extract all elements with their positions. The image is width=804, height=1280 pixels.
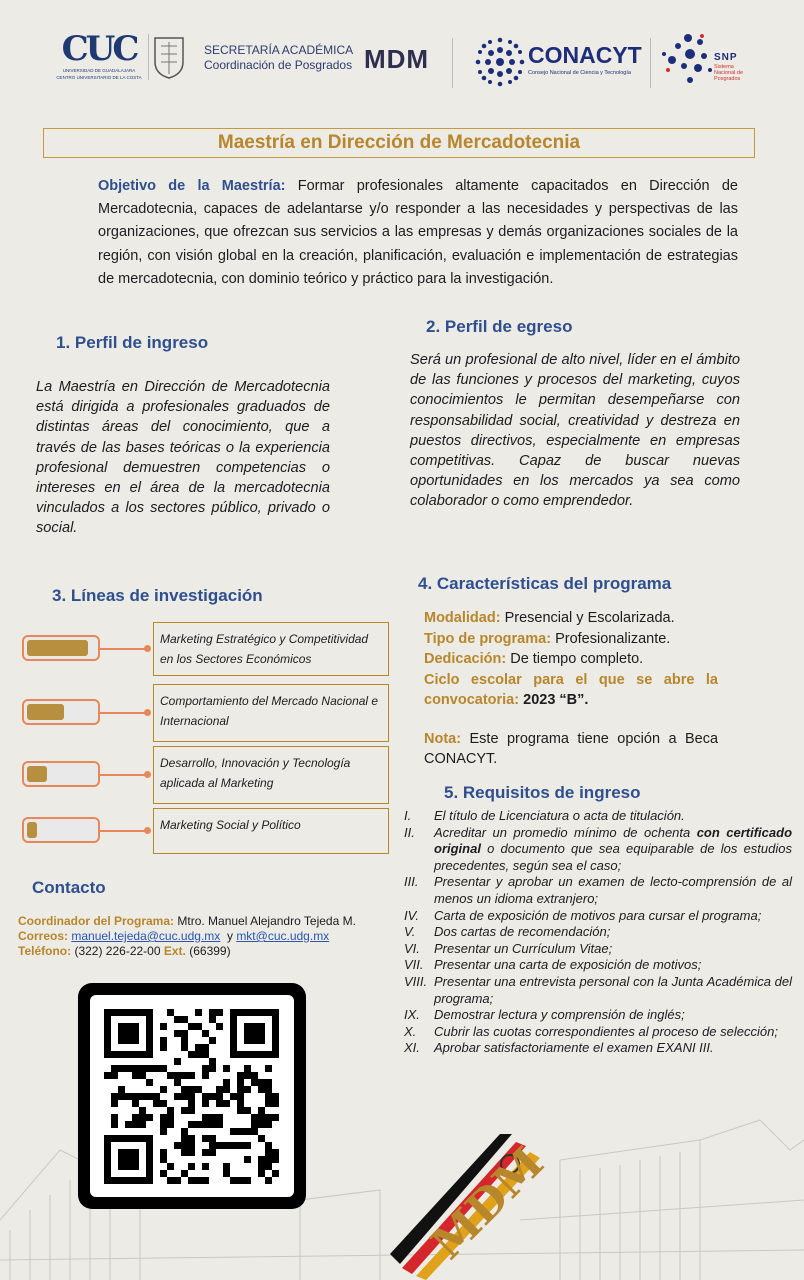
- conacyt-name: CONACYT: [528, 42, 642, 68]
- nota-label: Nota:: [424, 730, 462, 747]
- linea-connector-dot: [144, 771, 151, 778]
- lineas-heading: 3. Líneas de investigación: [52, 586, 263, 605]
- requisito-number: IX.: [404, 1007, 420, 1023]
- requisito-text: Presentar una carta de exposición de motivos;: [434, 957, 702, 973]
- mdm-program-logo: [390, 1134, 554, 1280]
- linea-connector-dot: [144, 827, 151, 834]
- tipo-row: [424, 629, 718, 650]
- linea-connector: [100, 648, 148, 650]
- mdm-logo-text: MDM: [421, 1137, 554, 1270]
- conacyt-subtitle: Consejo Nacional de Ciencia y Tecnología: [528, 70, 631, 76]
- linea-level-fill: [27, 766, 47, 782]
- objective-paragraph: [98, 175, 738, 291]
- snp-subtitle: [714, 64, 743, 82]
- objective-text: Formar profesionales altamente capacitados en Dirección de Mercadotecnia, capaces de adelantarse y/o responder a las necesidades y perspectivas de las organizaciones, que ofrezcan sus servicios a las empresas y demás organizaciones sociales de la región, con visión global en la creación, planificación, evaluación e implementación de estrategias de mercadotecnia, con dominio teórico y práctico para la investigación.: [98, 178, 739, 287]
- linea-connector-dot: [144, 645, 151, 652]
- linea-item: Marketing Estratégico y Competitividad en los Sectores Económicos: [153, 622, 389, 676]
- requisito-item: [404, 941, 792, 958]
- requisito-number: X.: [404, 1023, 417, 1039]
- requisito-text-part: o documento que sea equiparable de los estudios precedentes, según sea el caso;: [434, 841, 792, 873]
- caracteristicas-heading: 4. Características del programa: [418, 574, 672, 593]
- ext-label: Ext.: [163, 944, 186, 958]
- nota-value: Este programa tiene opción a Beca CONACYT.: [424, 730, 719, 767]
- requisito-text: Presentar un Currículum Vitae;: [434, 940, 613, 956]
- qr-code-area: [90, 995, 294, 1197]
- perfil-egreso-heading: 2. Perfil de egreso: [426, 317, 573, 336]
- ciclo-label: Ciclo escolar para el que se abre la convocatoria:: [424, 671, 718, 708]
- perfil-ingreso-text: La Maestría en Dirección de Mercadotecnia está dirigida a profesionales graduados de distintas áreas del conocimiento, que a través de las bases teóricas o la experiencia profesional demuestren competencias o intereses en el área de la mercadotecnia vinculados a los sectores público, privado o social.: [36, 379, 330, 537]
- header-divider: [148, 34, 149, 80]
- requisito-number: III.: [404, 874, 419, 890]
- requisito-text: Dos cartas de recomendación;: [434, 924, 611, 940]
- caracteristicas-block: [424, 608, 718, 770]
- requisito-number: IV.: [404, 907, 419, 923]
- linea-item: Comportamiento del Mercado Nacional e Internacional: [153, 684, 389, 742]
- modalidad-value: Presencial y Escolarizada.: [504, 610, 675, 626]
- perfil-ingreso-heading: 1. Perfil de ingreso: [56, 333, 209, 352]
- snp-sub-line: Sistema: [714, 64, 734, 70]
- tipo-value: Profesionalizante.: [555, 630, 671, 647]
- ciclo-row: [424, 670, 718, 711]
- requisito-number: VII.: [404, 957, 424, 973]
- requisito-number: I.: [404, 808, 412, 823]
- emails-row: [18, 929, 356, 944]
- requisitos-list: [404, 808, 792, 1057]
- mdm-header-logo: MDM: [364, 44, 430, 74]
- objective-label: Objetivo de la Maestría:: [98, 178, 286, 194]
- requisito-text: El título de Licenciatura o acta de titulación.: [434, 808, 685, 823]
- coordinator-name: Mtro. Manuel Alejandro Tejeda M.: [177, 914, 356, 928]
- requisito-text: [434, 825, 792, 875]
- requisito-text: Presentar y aprobar un examen de lecto-comprensión de al menos un idioma extranjero;: [434, 874, 792, 906]
- page-title: Maestría en Dirección de Mercadotecnia: [43, 128, 755, 158]
- coordinacion-line: Coordinación de Posgrados: [204, 58, 353, 72]
- tipo-label: Tipo de programa:: [424, 630, 552, 647]
- requisito-item: [404, 957, 792, 974]
- perfil-egreso-text: Será un profesional de alto nivel, líder en el ámbito de las funciones y procesos del marketing, cuyos conocimientos le permitan desempeñarse con responsabilidad social, creatividad y destreza en puestos directivos, especialmente en empresas competitivas. Capaz de buscar nuevas oportunidades en los mercados ya sea como colaborador o como emprendedor.: [410, 352, 740, 510]
- requisito-item: [404, 908, 792, 925]
- linea-level-bar: [22, 699, 100, 725]
- requisito-item: [404, 1024, 792, 1041]
- requisito-text: Cubrir las cuotas correspondientes al proceso de selección;: [434, 1023, 778, 1039]
- linea-level-fill: [27, 704, 64, 720]
- requisitos-heading: 5. Requisitos de ingreso: [444, 783, 641, 802]
- modalidad-row: [424, 608, 718, 629]
- requisito-item: [404, 825, 792, 875]
- secretaria-academica-label: [204, 43, 353, 73]
- dedicacion-row: [424, 649, 718, 670]
- requisito-item: [404, 808, 792, 825]
- dedicacion-label: Dedicación:: [424, 651, 507, 667]
- conacyt-dots-icon: [474, 36, 526, 88]
- requisito-item: [404, 1040, 792, 1057]
- snp-network-icon: [660, 30, 714, 90]
- requisito-item: [404, 874, 792, 907]
- requisito-item: [404, 974, 792, 1007]
- coordinator-label: Coordinador del Programa:: [18, 914, 175, 928]
- requisito-text: Demostrar lectura y comprensión de inglés;: [434, 1007, 685, 1023]
- phone-label: Teléfono:: [18, 944, 72, 958]
- requisito-text: Carta de exposición de motivos para cursar el programa;: [434, 907, 762, 923]
- header-divider: [650, 38, 651, 88]
- modalidad-label: Modalidad:: [424, 610, 501, 626]
- ext-number: (66399): [189, 944, 231, 958]
- linea-connector: [100, 774, 148, 776]
- requisito-text-bold: con certificado original: [434, 824, 793, 857]
- email-conjunction: y: [226, 929, 233, 943]
- snp-sub-line: Posgrados: [714, 76, 741, 82]
- contact-block: [18, 914, 356, 959]
- requisito-text-part: Acreditar un promedio mínimo de ochenta: [434, 824, 697, 840]
- linea-level-fill: [27, 640, 88, 656]
- phone-row: [18, 944, 356, 959]
- linea-connector: [100, 830, 148, 832]
- coordinator-row: [18, 914, 356, 929]
- cuc-logo-mark: CUC: [61, 29, 137, 69]
- contacto-heading: Contacto: [32, 878, 106, 897]
- conacyt-logo: [474, 36, 644, 88]
- snp-sub-line: Nacional de: [714, 70, 744, 76]
- phone-number: (322) 226-22-00: [74, 944, 161, 958]
- linea-item: Marketing Social y Político: [153, 808, 389, 854]
- linea-connector: [100, 712, 148, 714]
- requisito-text: Presentar una entrevista personal con la Junta Académica del programa;: [434, 973, 792, 1006]
- requisito-number: VI.: [404, 940, 420, 956]
- cuc-campus-label: CENTRO UNIVERSITARIO DE LA COSTA: [56, 75, 142, 80]
- requisito-number: V.: [404, 924, 416, 940]
- cuc-logo: [54, 30, 144, 86]
- dedicacion-value: De tiempo completo.: [510, 651, 644, 667]
- linea-item: Desarrollo, Innovación y Tecnología aplicada al Marketing: [153, 746, 389, 804]
- secretaria-line: SECRETARÍA ACADÉMICA: [204, 43, 354, 57]
- header-divider: [452, 38, 453, 88]
- linea-level-bar: [22, 761, 100, 787]
- ciclo-value: 2023 “B”.: [523, 692, 589, 708]
- requisito-number: XI.: [404, 1040, 420, 1056]
- linea-connector-dot: [144, 709, 151, 716]
- qr-code-icon: [90, 995, 294, 1197]
- qr-code[interactable]: [78, 983, 306, 1209]
- linea-level-fill: [27, 822, 37, 838]
- snp-name: SNP: [714, 52, 738, 63]
- linea-level-bar: [22, 635, 100, 661]
- nota-row: [424, 729, 718, 770]
- requisito-number: II.: [404, 824, 415, 840]
- email-link-2[interactable]: mkt@cuc.udg.mx: [236, 929, 330, 943]
- cuc-university-label: UNIVERSIDAD DE GUADALAJARA: [62, 68, 136, 73]
- snp-logo: [660, 30, 760, 92]
- emails-label: Correos:: [18, 929, 69, 943]
- requisito-item: [404, 924, 792, 941]
- email-link-1[interactable]: manuel.tejeda@cuc.udg.mx: [71, 929, 221, 943]
- udg-shield-icon: [152, 34, 186, 80]
- requisito-number: VIII.: [404, 973, 428, 989]
- requisito-text: Aprobar satisfactoriamente el examen EXANI III.: [434, 1040, 714, 1056]
- linea-level-bar: [22, 817, 100, 843]
- requisito-item: [404, 1007, 792, 1024]
